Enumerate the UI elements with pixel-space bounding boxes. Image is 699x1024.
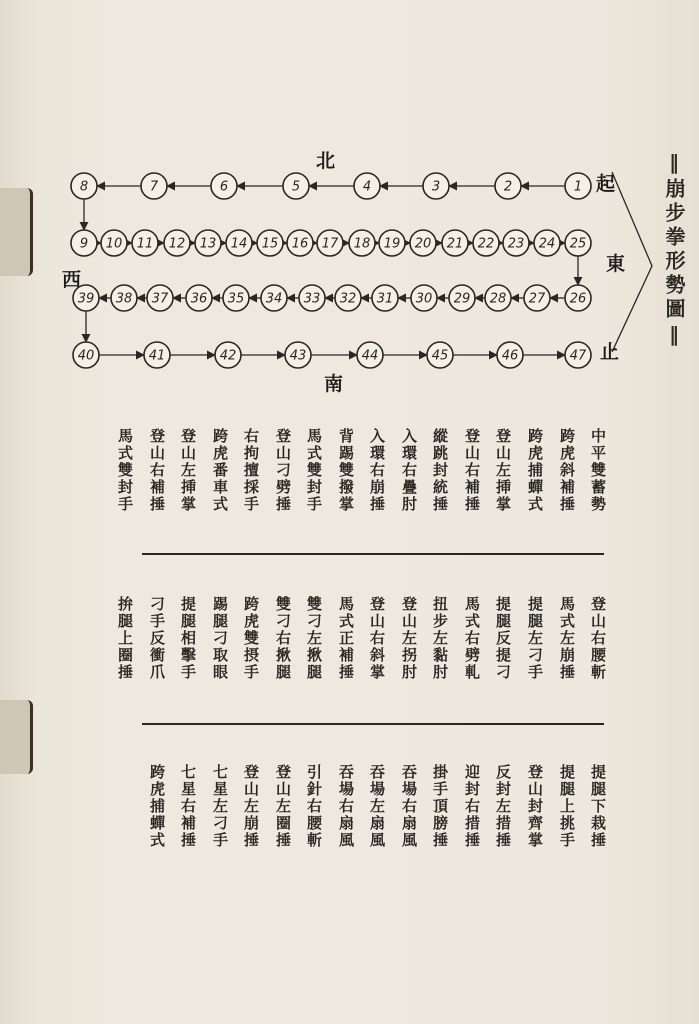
move-column: 馬式正補捶 [337, 596, 355, 681]
move-column: 登山右腰斬 [589, 596, 607, 681]
move-column: 刁手反衝爪 [148, 596, 166, 681]
node-label: 42 [219, 348, 237, 364]
move-column: 提腿相擊手 [179, 596, 197, 681]
section-divider-2 [142, 723, 604, 725]
node-label: 1 [573, 179, 583, 195]
node-label: 2 [503, 179, 513, 195]
node-label: 13 [199, 236, 217, 252]
node-label: 18 [353, 236, 371, 252]
node-38 [111, 285, 137, 311]
node-37 [147, 285, 173, 311]
label-south: 南 [324, 373, 344, 395]
move-column: 扭步左黏肘 [431, 596, 449, 681]
node-20 [410, 230, 436, 256]
move-column: 馬式右劈軋 [463, 596, 481, 681]
move-column: 入環右疊肘 [400, 428, 418, 513]
node-label: 17 [321, 236, 339, 252]
node-26 [565, 285, 591, 311]
node-4 [354, 173, 380, 199]
node-label: 20 [414, 236, 432, 252]
node-label: 9 [79, 236, 89, 252]
node-label: 38 [115, 291, 133, 307]
move-column: 七星左刁手 [211, 764, 229, 849]
node-27 [524, 285, 550, 311]
sequence-nodes [71, 173, 591, 368]
node-44 [357, 342, 383, 368]
move-column: 踢腿刁取眼 [211, 596, 229, 681]
node-label: 10 [105, 236, 123, 252]
node-46 [497, 342, 523, 368]
move-column: 跨虎斜補捶 [558, 428, 576, 513]
node-12 [164, 230, 190, 256]
move-column: 掛手頂膀捶 [431, 764, 449, 849]
node-label: 15 [261, 236, 279, 252]
node-36 [186, 285, 212, 311]
node-label: 47 [569, 348, 587, 364]
node-10 [101, 230, 127, 256]
node-47 [565, 342, 591, 368]
move-column: 背踢雙撥掌 [337, 428, 355, 513]
move-column: 提腿下栽捶 [589, 764, 607, 849]
node-label: 25 [569, 236, 587, 252]
node-label: 46 [501, 348, 519, 364]
move-column: 登山左挿掌 [179, 428, 197, 513]
node-30 [411, 285, 437, 311]
node-label: 32 [339, 291, 357, 307]
node-label: 30 [415, 291, 433, 307]
node-6 [211, 173, 237, 199]
move-column: 登山封齊掌 [526, 764, 544, 849]
node-label: 34 [265, 291, 283, 307]
node-22 [473, 230, 499, 256]
move-column: 登山刁劈捶 [274, 428, 292, 513]
move-column: 提腿左刁手 [526, 596, 544, 681]
move-column: 吞場右扇風 [337, 764, 355, 849]
node-29 [449, 285, 475, 311]
node-35 [223, 285, 249, 311]
node-5 [283, 173, 309, 199]
node-25 [565, 230, 591, 256]
node-45 [427, 342, 453, 368]
move-column: 七星右補捶 [179, 764, 197, 849]
node-label: 23 [507, 236, 525, 252]
node-24 [534, 230, 560, 256]
node-label: 33 [303, 291, 321, 307]
node-label: 36 [190, 291, 208, 307]
label-north: 北 [316, 150, 336, 172]
node-40 [73, 342, 99, 368]
node-13 [195, 230, 221, 256]
node-label: 6 [219, 179, 229, 195]
move-column: 跨虎番車式 [211, 428, 229, 513]
section-divider-1 [142, 553, 604, 555]
sequence-links [84, 186, 578, 355]
node-label: 40 [77, 348, 95, 364]
node-16 [287, 230, 313, 256]
move-column: 雙刁右揪腿 [274, 596, 292, 681]
move-column: 登山左挿掌 [494, 428, 512, 513]
node-15 [257, 230, 283, 256]
move-column: 縱跳封統捶 [431, 428, 449, 513]
node-11 [132, 230, 158, 256]
node-label: 7 [149, 179, 159, 195]
node-3 [423, 173, 449, 199]
move-column: 登山右補捶 [148, 428, 166, 513]
move-column: 跨虎捕蟬式 [526, 428, 544, 513]
move-column: 右拘擅採手 [242, 428, 260, 513]
node-label: 45 [431, 348, 449, 364]
node-21 [442, 230, 468, 256]
node-label: 28 [489, 291, 507, 307]
node-43 [285, 342, 311, 368]
node-label: 27 [528, 291, 546, 307]
node-18 [349, 230, 375, 256]
node-34 [261, 285, 287, 311]
move-column: 登山右補捶 [463, 428, 481, 513]
node-label: 26 [569, 291, 587, 307]
node-28 [485, 285, 511, 311]
node-label: 35 [227, 291, 245, 307]
node-17 [317, 230, 343, 256]
node-14 [226, 230, 252, 256]
node-label: 8 [79, 179, 89, 195]
node-8 [71, 173, 97, 199]
move-column: 登山左拐肘 [400, 596, 418, 681]
move-column: 入環右崩捶 [368, 428, 386, 513]
move-column: 中平雙蓄勢 [589, 428, 607, 513]
node-label: 5 [291, 179, 301, 195]
node-23 [503, 230, 529, 256]
move-column: 提腿上挑手 [558, 764, 576, 849]
move-column: 登山左圈捶 [274, 764, 292, 849]
node-42 [215, 342, 241, 368]
node-19 [379, 230, 405, 256]
node-label: 39 [77, 291, 95, 307]
move-column: 登山右斜掌 [368, 596, 386, 681]
page-title: ‖崩步拳形勢圖‖ [662, 150, 686, 350]
move-column: 迎封右措捶 [463, 764, 481, 849]
node-label: 12 [168, 236, 186, 252]
label-east: 東 [606, 253, 626, 275]
node-label: 44 [361, 348, 379, 364]
node-label: 16 [291, 236, 309, 252]
node-label: 4 [362, 179, 372, 195]
move-column: 馬式雙封手 [305, 428, 323, 513]
move-column: 反封左措捶 [494, 764, 512, 849]
binding-tab-bottom [0, 700, 33, 774]
move-column: 吞場左扇風 [368, 764, 386, 849]
node-9 [71, 230, 97, 256]
move-column: 吞場右扇風 [400, 764, 418, 849]
sequence-diagram [0, 0, 699, 400]
label-start: 起 [596, 173, 616, 195]
node-label: 22 [477, 236, 495, 252]
move-column: 提腿反提刁 [494, 596, 512, 681]
node-41 [144, 342, 170, 368]
node-31 [372, 285, 398, 311]
node-label: 41 [148, 348, 166, 364]
node-label: 37 [151, 291, 169, 307]
move-column: 拚腿上圈捶 [116, 596, 134, 681]
node-2 [495, 173, 521, 199]
move-column: 雙刁左揪腿 [305, 596, 323, 681]
move-column: 引針右腰斬 [305, 764, 323, 849]
label-end: 止 [600, 341, 620, 363]
move-column: 跨虎雙摂手 [242, 596, 260, 681]
node-label: 19 [383, 236, 401, 252]
node-label: 43 [289, 348, 307, 364]
node-label: 14 [230, 236, 248, 252]
label-west: 西 [62, 269, 82, 291]
node-label: 11 [136, 236, 154, 252]
node-label: 29 [453, 291, 471, 307]
move-column: 馬式雙封手 [116, 428, 134, 513]
node-33 [299, 285, 325, 311]
node-32 [335, 285, 361, 311]
node-label: 24 [538, 236, 556, 252]
move-column: 登山左崩捶 [242, 764, 260, 849]
node-label: 31 [376, 291, 394, 307]
move-column: 馬式左崩捶 [558, 596, 576, 681]
node-label: 21 [446, 236, 464, 252]
node-1 [565, 173, 591, 199]
node-label: 3 [431, 179, 441, 195]
move-column: 跨虎捕蟬式 [148, 764, 166, 849]
node-7 [141, 173, 167, 199]
